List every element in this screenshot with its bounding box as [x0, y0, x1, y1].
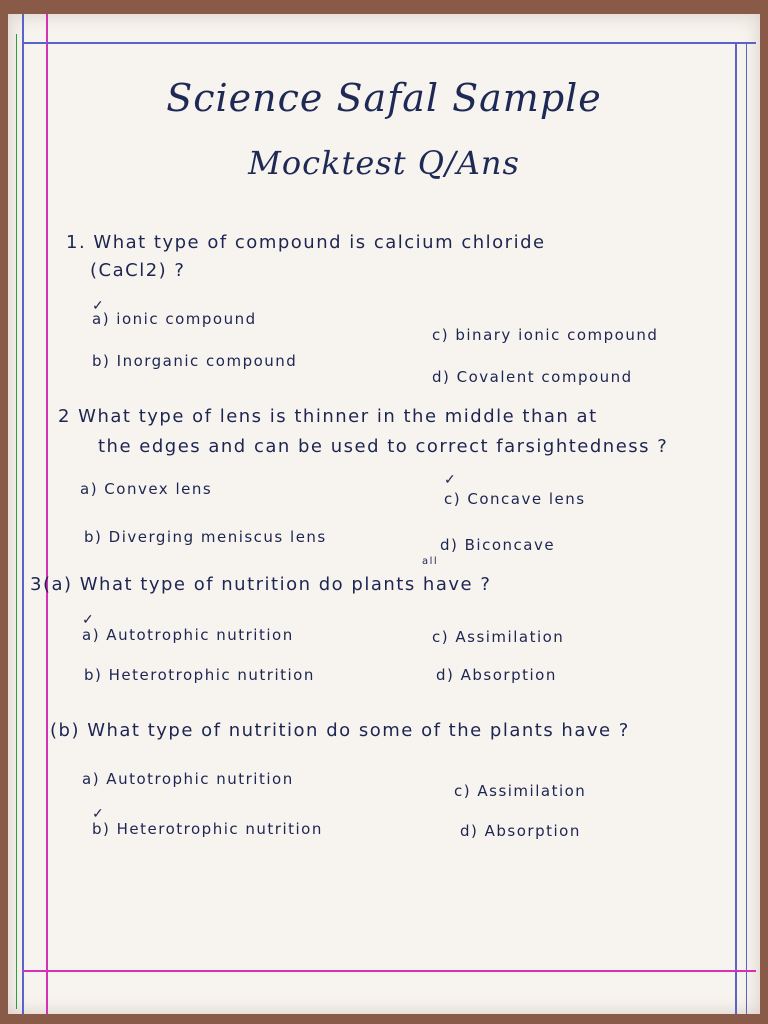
tick-mark-icon: ✓	[92, 806, 104, 822]
question-2-option-d: d) Biconcave	[440, 536, 556, 554]
question-3a-option-c: c) Assimilation	[432, 628, 565, 646]
question-3a-option-a: a) Autotrophic nutrition	[82, 626, 294, 644]
question-1-line-2: (CaCl2) ?	[90, 260, 186, 281]
question-1-option-d: d) Covalent compound	[432, 368, 633, 386]
question-1-option-a: a) ionic compound	[92, 310, 257, 328]
question-3b-option-c: c) Assimilation	[454, 782, 587, 800]
question-2-option-c: c) Concave lens	[444, 490, 586, 508]
question-3a-option-d: d) Absorption	[436, 666, 557, 684]
question-3b-option-d: d) Absorption	[460, 822, 581, 840]
question-1-line-1: 1. What type of compound is calcium chloride	[66, 232, 546, 253]
question-3a-line-1: 3(a) What type of nutrition do plants have ?	[30, 574, 492, 595]
question-2-line-1: 2 What type of lens is thinner in the middle than at	[58, 406, 598, 427]
top-blue-line	[22, 42, 756, 44]
question-2-line-2: the edges and can be used to correct farsightedness ?	[98, 436, 669, 457]
question-1-option-b: b) Inorganic compound	[92, 352, 298, 370]
tick-mark-icon: ✓	[92, 298, 104, 314]
question-2-option-a: a) Convex lens	[80, 480, 213, 498]
question-2-option-b: b) Diverging meniscus lens	[84, 528, 327, 546]
bottom-pink-line	[22, 970, 756, 972]
page-title: Science Safal Sample	[166, 76, 602, 120]
question-3b-line-1: (b) What type of nutrition do some of the plants have ?	[50, 720, 630, 741]
right-blue-line-outer	[746, 42, 747, 1014]
question-3b-option-b: b) Heterotrophic nutrition	[92, 820, 323, 838]
question-1-option-c: c) binary ionic compound	[432, 326, 659, 344]
tick-mark-icon: ✓	[82, 612, 94, 628]
question-3a-option-b: b) Heterotrophic nutrition	[84, 666, 315, 684]
tick-mark-icon: ✓	[444, 472, 456, 488]
page-subtitle: Mocktest Q/Ans	[248, 144, 520, 182]
right-blue-line	[735, 42, 737, 1014]
notebook-page	[8, 14, 760, 1014]
inserted-word: all	[422, 556, 439, 567]
question-3b-option-a: a) Autotrophic nutrition	[82, 770, 294, 788]
